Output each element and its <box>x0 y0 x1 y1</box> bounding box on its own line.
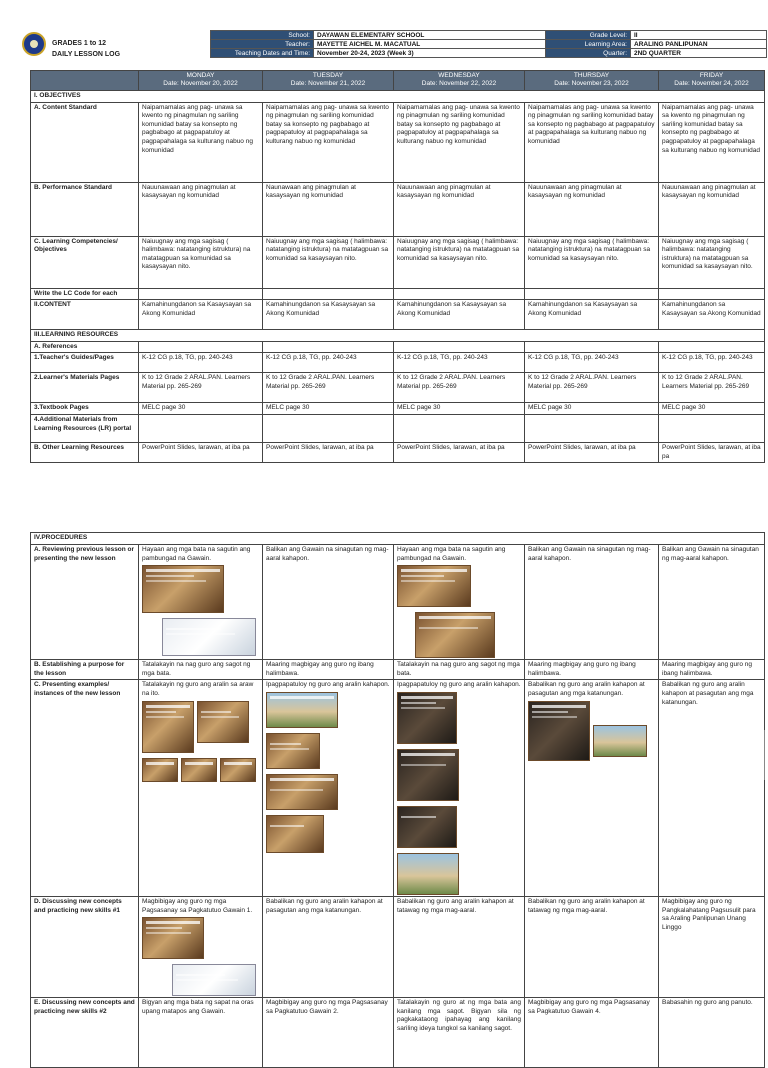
cell <box>394 414 525 442</box>
day-header-monday <box>139 71 263 91</box>
cell: Nauunawaan ang pinagmulan at kasaysayan ng komunidad <box>394 182 525 236</box>
quarter-value: 2ND QUARTER <box>631 49 767 58</box>
row-label-content: II.CONTENT <box>31 300 139 330</box>
section-procedures: IV.PROCEDURES <box>31 533 765 545</box>
cell: K to 12 Grade 2 ARAL.PAN. Learners Material pp. 265-269 <box>525 373 659 403</box>
day-name: WEDNESDAY <box>438 72 480 79</box>
slide-thumbnails <box>266 690 390 853</box>
cell: Magbibigay ang guro ng mga Pagsasanay sa Pagkatutuo Gawain 2. <box>263 998 394 1068</box>
slide-thumbnail <box>266 815 324 853</box>
cell: K-12 CG p.18, TG, pp. 240-243 <box>525 353 659 373</box>
cell <box>263 680 394 897</box>
cell <box>659 288 765 300</box>
learning-area-value: ARALING PANLIPUNAN <box>631 40 767 49</box>
slide-thumbnails <box>142 915 259 996</box>
cell: MELC page 30 <box>394 403 525 415</box>
cell: Balikan ang Gawain na sinagutan ng mag-aaral kahapon. <box>659 545 765 660</box>
cell <box>263 288 394 300</box>
slide-thumbnails <box>142 563 259 656</box>
procedures-table <box>30 532 765 1068</box>
teaching-dates-label: Teaching Dates and Time: <box>211 49 314 58</box>
section-resources: III.LEARNING RESOURCES <box>31 330 765 342</box>
grade-level-label: Grade Level: <box>546 31 631 40</box>
cell: Nauunawaan ang pinagmulan at kasaysayan ng komunidad <box>659 182 765 236</box>
cell <box>139 414 263 442</box>
objectives-resources-table <box>30 70 765 463</box>
cell: K-12 CG p.18, TG, pp. 240-243 <box>394 353 525 373</box>
quarter-label: Quarter: <box>546 49 631 58</box>
cell: Naiuugnay ang mga sagisag ( halimbawa: natatanging istruktura) na matatagpuan sa komunidad sa kasaysayan nito. <box>394 236 525 288</box>
day-header-tuesday <box>263 71 394 91</box>
cell: Babalikan ng guro ang aralin kahapon at pasagutan ang mga katanungan. <box>659 680 765 897</box>
cell: Naiuugnay ang mga sagisag ( halimbawa: natatanging istruktura) na matatagpuan sa komunidad sa kasaysayan nito. <box>139 236 263 288</box>
cell-text: Magbibigay ang guro ng mga Pagsasanay sa Pagkatutuo Gawain 1. <box>142 897 253 914</box>
teacher-label: Teacher: <box>211 40 314 49</box>
cell <box>659 341 765 353</box>
cell: Balikan ang Gawain na sinagutan ng mag-aaral kahapon. <box>525 545 659 660</box>
day-date: Date: November 24, 2022 <box>674 80 749 87</box>
cell <box>525 288 659 300</box>
cell: Naiuugnay ang mga sagisag ( halimbawa: natatanging istruktura) na matatagpuan sa komunidad sa kasaysayan nito. <box>525 236 659 288</box>
cell: K-12 CG p.18, TG, pp. 240-243 <box>659 353 765 373</box>
row-label-discuss-1: D. Discussing new concepts and practicing new skills #1 <box>31 896 139 997</box>
day-name: THURSDAY <box>573 72 610 79</box>
day-header-thursday <box>525 71 659 91</box>
cell: K to 12 Grade 2 ARAL.PAN. Learners Material pp. 265-269 <box>659 373 765 403</box>
day-date: Date: November 22, 2022 <box>421 80 497 87</box>
cell: Bigyan ang mga bata ng sapat na oras upang matapos ang Gawain. <box>139 998 263 1068</box>
cell: Naipamamalas ang pag- unawa sa kwento ng pinagmulan ng sariling komunidad batay sa konsepto ng pagbabago at pagpapatuloy at pagpapahalaga sa kulturang nabuo ng komunidad <box>139 102 263 182</box>
slide-thumbnail <box>172 964 256 996</box>
cell: Babasahin ng guro ang panuto. <box>659 998 765 1068</box>
slide-thumbnail <box>142 701 194 753</box>
cell <box>139 680 263 897</box>
cell: Kamahinungdanon sa Kasaysayan sa Akong Komunidad <box>525 300 659 330</box>
day-header-friday <box>659 71 765 91</box>
cell <box>525 680 659 897</box>
cell-text: Hayaan ang mga bata na sagutin ang pambungad na Gawain. <box>397 546 506 562</box>
slide-thumbnail <box>197 701 249 743</box>
row-label-competencies: C. Learning Competencies/ Objectives <box>31 236 139 288</box>
slide-thumbnail <box>593 725 647 757</box>
slide-thumbnail <box>397 565 471 607</box>
slide-thumbnail <box>397 853 459 895</box>
cell: Babalikan ng guro ang aralin kahapon at tatawag ng mga mag-aaral. <box>525 896 659 997</box>
grade-level-value: II <box>631 31 767 40</box>
section-objectives: I. OBJECTIVES <box>31 91 765 103</box>
cell <box>659 414 765 442</box>
title-line-2: DAILY LESSON LOG <box>52 51 121 58</box>
cell: PowerPoint Slides, larawan, at iba pa <box>525 442 659 462</box>
cell: K to 12 Grade 2 ARAL.PAN. Learners Material pp. 265-269 <box>139 373 263 403</box>
slide-thumbnail <box>397 806 457 848</box>
row-label-references: A. References <box>31 341 139 353</box>
slide-thumbnail <box>266 733 320 769</box>
cell: Balikan ang Gawain na sinagutan ng mag-aaral kahapon. <box>263 545 394 660</box>
slide-thumbnails <box>397 563 521 658</box>
cell: Kamahinungdanon sa Kasaysayan sa Akong Komunidad <box>139 300 263 330</box>
cell: Babalikan ng guro ang aralin kahapon at pasagutan ang mga katanungan. <box>263 896 394 997</box>
slide-thumbnail <box>415 612 495 658</box>
cell: Naunawaan ang pinagmulan at kasaysayan ng komunidad <box>263 182 394 236</box>
cell-text: Tatalakayin ng guro ang aralin sa araw na ito. <box>142 681 254 697</box>
cell <box>263 414 394 442</box>
cell: K-12 CG p.18, TG, pp. 240-243 <box>263 353 394 373</box>
cell: K to 12 Grade 2 ARAL.PAN. Learners Material pp. 265-269 <box>394 373 525 403</box>
slide-thumbnail <box>142 917 204 959</box>
slide-thumbnail <box>142 758 178 782</box>
cell-text: Hayaan ang mga bata na sagutin ang pambungad na Gawain. <box>142 546 251 562</box>
row-label-other-resources: B. Other Learning Resources <box>31 442 139 462</box>
slide-thumbnail <box>266 692 338 728</box>
cell <box>394 680 525 897</box>
day-name: FRIDAY <box>699 72 724 79</box>
cell-text: Babalikan ng guro ang aralin kahapon at pasagutan ang mga katanungan. <box>528 681 645 697</box>
cell: Kamahinungdanon sa Kasaysayan sa Akong Komunidad <box>394 300 525 330</box>
cell: Naiuugnay ang mga sagisag ( halimbawa: natatanging istruktura) na matatagpuan sa komunidad sa kasaysayan nito. <box>263 236 394 288</box>
document-title <box>52 38 120 60</box>
day-date: Date: November 21, 2022 <box>290 80 366 87</box>
row-label-purpose: B. Establishing a purpose for the lesson <box>31 660 139 680</box>
slide-thumbnails <box>397 690 521 895</box>
slide-thumbnail <box>397 692 457 744</box>
cell: Babalikan ng guro ang aralin kahapon at tatawag ng mga mag-aaral. <box>394 896 525 997</box>
cell: Naiuugnay ang mga sagisag ( halimbawa: natatanging istruktura) na matatagpuan sa komunidad sa kasaysayan nito. <box>659 236 765 288</box>
section-lc-code: Write the LC Code for each <box>31 288 139 300</box>
cell: Tatalakayin na nag guro ang sagot ng mga bata. <box>139 660 263 680</box>
cell: K to 12 Grade 2 ARAL.PAN. Learners Material pp. 265-269 <box>263 373 394 403</box>
day-date: Date: November 23, 2022 <box>554 80 629 87</box>
slide-thumbnail <box>397 749 459 801</box>
cell: Magbibigay ang guro ng Pangkalahatang Pagsusulit para sa Araling Panlipunan Unang Linggo <box>659 896 765 997</box>
school-value: DAYAWAN ELEMENTARY SCHOOL <box>314 31 546 40</box>
teaching-dates-value: November 20-24, 2023 (Week 3) <box>314 49 546 58</box>
slide-thumbnails <box>142 699 259 782</box>
cell: Maaring magbigay ang guro ng ibang halimbawa. <box>525 660 659 680</box>
cell: PowerPoint Slides, larawan, at iba pa <box>659 442 765 462</box>
page-edge-marker <box>764 730 768 780</box>
learning-area-label: Learning Area: <box>546 40 631 49</box>
cell: Tatalakayin na nag guro ang sagot ng mga bata. <box>394 660 525 680</box>
slide-thumbnail <box>142 565 224 613</box>
cell: MELC page 30 <box>525 403 659 415</box>
cell <box>139 545 263 660</box>
deped-seal-logo <box>22 32 46 56</box>
cell: Nauunawaan ang pinagmulan at kasaysayan ng komunidad <box>525 182 659 236</box>
cell <box>139 288 263 300</box>
cell <box>394 288 525 300</box>
cell: PowerPoint Slides, larawan, at iba pa <box>394 442 525 462</box>
cell <box>263 341 394 353</box>
cell: MELC page 30 <box>139 403 263 415</box>
day-date: Date: November 20, 2022 <box>163 80 238 87</box>
corner-cell <box>31 71 139 91</box>
cell: K-12 CG p.18, TG, pp. 240-243 <box>139 353 263 373</box>
slide-thumbnail <box>162 618 256 656</box>
day-header-wednesday <box>394 71 525 91</box>
row-label-learners-materials: 2.Learner's Materials Pages <box>31 373 139 403</box>
row-label-content-standard: A. Content Standard <box>31 102 139 182</box>
cell: MELC page 30 <box>263 403 394 415</box>
row-label-discuss-2: E. Discussing new concepts and practicing new skills #2 <box>31 998 139 1068</box>
cell-text: Ipagpapatuloy ng guro ang aralin kahapon. <box>266 681 390 689</box>
cell: MELC page 30 <box>659 403 765 415</box>
cell: Maaring magbigay ang guro ng ibang halimbawa. <box>263 660 394 680</box>
cell: Maaring magbigay ang guro ng ibang halimbawa. <box>659 660 765 680</box>
cell: Tatalakayin ng guro at ng mga bata ang kanilang mga sagot. Bigyan sila ng pagkakataong ipahayag ang kanilang sariling ideya tungkol sa kanilang sagot. <box>394 998 525 1068</box>
cell: Magbibigay ang guro ng mga Pagsasanay sa Pagkatutuo Gawain 4. <box>525 998 659 1068</box>
row-label-review: A. Reviewing previous lesson or presenting the new lesson <box>31 545 139 660</box>
cell <box>525 414 659 442</box>
slide-thumbnail <box>220 758 256 782</box>
cell <box>139 896 263 997</box>
day-name: TUESDAY <box>312 72 344 79</box>
cell <box>394 341 525 353</box>
cell-text: Ipagpapatuloy ng guro ang aralin kahapon. <box>397 681 521 689</box>
teacher-value: MAYETTE AICHEL M. MACATUAL <box>314 40 546 49</box>
slide-thumbnail <box>528 701 590 761</box>
cell: PowerPoint Slides, larawan, at iba pa <box>139 442 263 462</box>
row-label-performance-standard: B. Performance Standard <box>31 182 139 236</box>
cell: Kamahinungdanon sa Kasaysayan sa Akong Komunidad <box>659 300 765 330</box>
cell <box>525 341 659 353</box>
cell: Naipamamalas ang pag- unawa sa kwento ng pinagmulan ng sariling komunidad batay sa konsepto ng pagbabago at pagpapatuloy at pagpapahalaga sa kulturang nabuo ng komunidad <box>659 102 765 182</box>
slide-thumbnails <box>528 699 655 761</box>
header-info-table <box>210 30 767 58</box>
cell <box>139 341 263 353</box>
title-line-1: GRADES 1 to 12 <box>52 40 107 47</box>
slide-thumbnail <box>181 758 217 782</box>
school-label: School: <box>211 31 314 40</box>
cell: Kamahinungdanon sa Kasaysayan sa Akong Komunidad <box>263 300 394 330</box>
cell: Naipamamalas ang pag- unawa sa kwento ng pinagmulan ng sariling komunidad batay sa konsepto ng pagbabago at pagpapatuloy at pagpapahalaga sa kulturang nabuo ng komunidad <box>525 102 659 182</box>
slide-thumbnail <box>266 774 338 810</box>
row-label-additional-materials: 4.Additional Materials from Learning Resources (LR) portal <box>31 414 139 442</box>
cell: Naipamamalas ang pag- unawa sa kwento ng pinagmulan ng sariling komunidad batay sa konsepto ng pagbabago at pagpapatuloy at pagpapahalaga sa kulturang nabuo ng komunidad <box>394 102 525 182</box>
day-name: MONDAY <box>186 72 215 79</box>
cell: Naipamamalas ang pag- unawa sa kwento ng pinagmulan ng sariling komunidad batay sa konsepto ng pagbabago at pagpapatuloy at pagpapahalaga sa kulturang nabuo ng komunidad <box>263 102 394 182</box>
row-label-textbook: 3.Textbook Pages <box>31 403 139 415</box>
row-label-teachers-guide: 1.Teacher's Guides/Pages <box>31 353 139 373</box>
cell <box>394 545 525 660</box>
cell: PowerPoint Slides, larawan, at iba pa <box>263 442 394 462</box>
cell: Nauunawaan ang pinagmulan at kasaysayan ng komunidad <box>139 182 263 236</box>
row-label-examples: C. Presenting examples/ instances of the new lesson <box>31 680 139 897</box>
